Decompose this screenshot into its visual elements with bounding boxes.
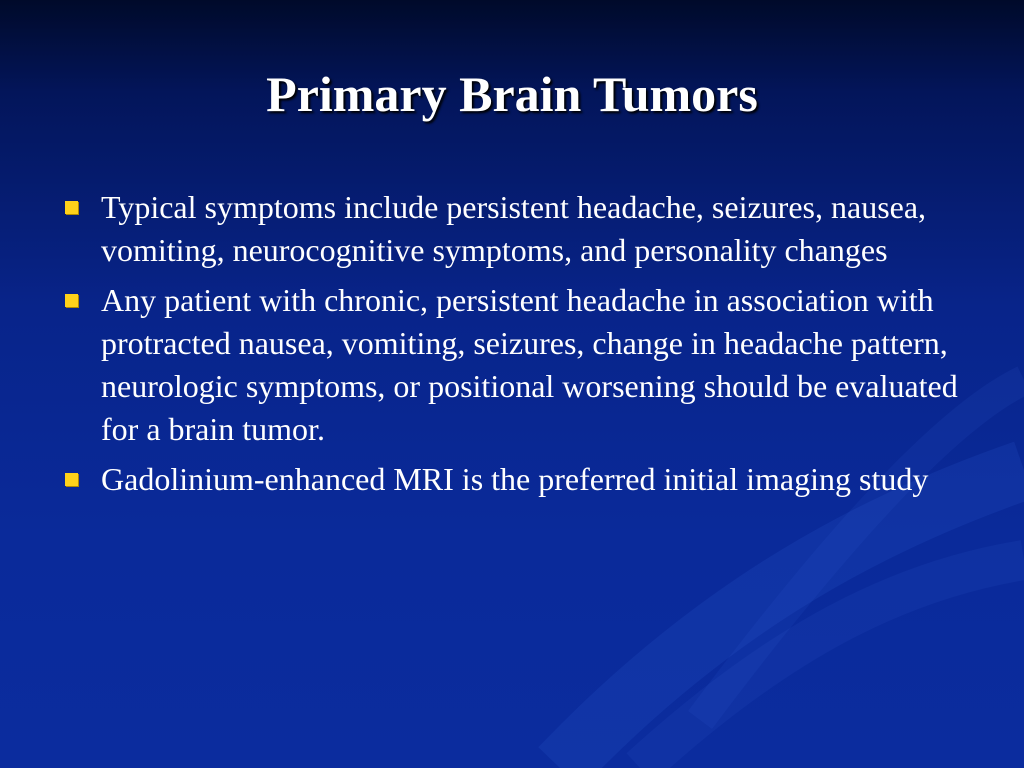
slide-title: Primary Brain Tumors [266,66,758,122]
square-bullet-icon [65,201,78,214]
bullet-item [60,458,980,501]
bullet-item [60,279,980,451]
bullet-text: Any patient with chronic, persistent headache in association with protracted nausea, vomiting, seizures, change in headache pattern, neurologic symptoms, or positional worsening should be evaluated for a brain tumor. [101,282,958,447]
square-bullet-icon [65,473,78,486]
bullet-list [60,186,980,508]
bullet-item [60,186,980,272]
bullet-text: Gadolinium-enhanced MRI is the preferred initial imaging study [101,461,929,497]
bullet-text: Typical symptoms include persistent headache, seizures, nausea, vomiting, neurocognitive symptoms, and personality changes [101,189,927,268]
square-bullet-icon [65,294,78,307]
